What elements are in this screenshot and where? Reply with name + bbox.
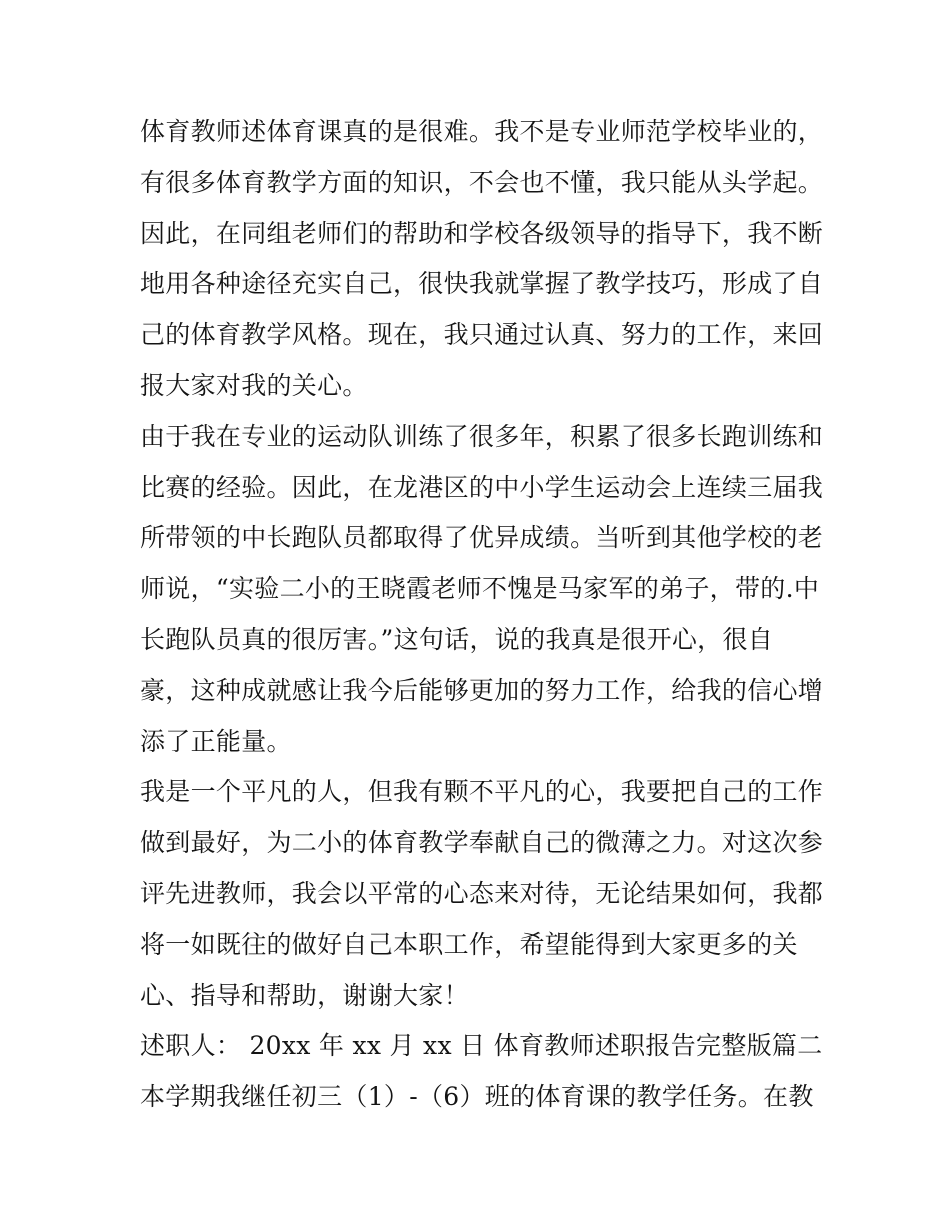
text-line: 有很多体育教学方面的知识，不会也不懂，我只能从头学起。 — [140, 167, 824, 197]
document-body — [140, 107, 824, 1123]
text-line: 地用各种途径充实自己，很快我就掌握了教学技巧，形成了自 — [140, 269, 824, 299]
text-line: 评先进教师，我会以平常的心态来对待，无论结果如何，我都 — [140, 878, 824, 908]
text-line: 所带领的中长跑队员都取得了优异成绩。当听到其他学校的老 — [140, 523, 824, 553]
text-line: 报大家对我的关心。 — [140, 370, 368, 400]
text-line: 我是一个平凡的人，但我有颗不平凡的心，我要把自己的工作 — [140, 777, 824, 807]
text-line: 本学期我继任初三（1）-（6）班的体育课的教学任务。在教 — [140, 1082, 814, 1112]
text-line: 师说，“实验二小的王晓霞老师不愧是马家军的弟子，带的.中 — [140, 574, 820, 604]
text-line: 体育教师述体育课真的是很难。我不是专业师范学校毕业的， — [140, 117, 824, 146]
text-line: 豪，这种成就感让我今后能够更加的努力工作，给我的信心增 — [140, 675, 824, 705]
text-line: 做到最好，为二小的体育教学奉献自己的微薄之力。对这次参 — [140, 828, 824, 858]
text-line: 长跑队员真的很厉害。”这句话，说的我真是很开心，很自 — [140, 624, 774, 654]
text-line: 己的体育教学风格。现在，我只通过认真、努力的工作，来回 — [140, 320, 824, 350]
text-line: 由于我在专业的运动队训练了很多年，积累了很多长跑训练和 — [140, 421, 824, 451]
text-line: 心、指导和帮助，谢谢大家！ — [140, 980, 469, 1010]
signature-line: 述职人： 20xx 年 xx 月 xx 日 体育教师述职报告完整版篇二 — [140, 1031, 823, 1061]
text-line: 添了正能量。 — [140, 726, 292, 756]
text-line: 将一如既往的做好自己本职工作，希望能得到大家更多的关 — [140, 929, 798, 959]
text-line: 因此，在同组老师们的帮助和学校各级领导的指导下，我不断 — [140, 218, 824, 248]
text-line: 比赛的经验。因此，在龙港区的中小学生运动会上连续三届我 — [140, 472, 824, 502]
